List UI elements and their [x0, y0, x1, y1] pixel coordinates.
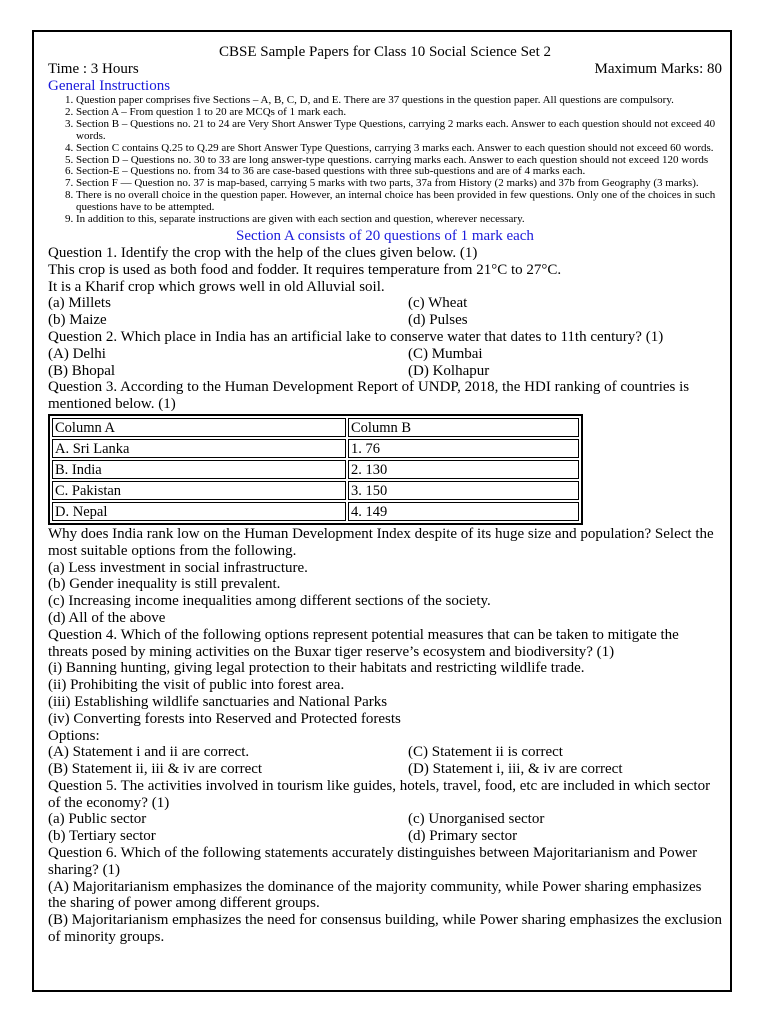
table-row	[52, 481, 579, 500]
option-b: (B) Bhopal	[48, 362, 116, 379]
instruction-item: 4. Section C contains Q.25 to Q.29 are Short Answer Type Questions, carrying 3 marks each. Answer to each question should not exceed 60 words.	[76, 143, 722, 155]
question-1-clue-1: This crop is used as both food and fodder. It requires temperature from 21°C to 27°C.	[48, 261, 562, 278]
page-content	[48, 44, 722, 946]
question-2-text: Question 2. Which place in India has an artificial lake to conserve water that dates to 11th century? (1)	[48, 328, 664, 345]
option-a: (A) Delhi	[48, 345, 106, 362]
option-d: (D) Statement i, iii, & iv are correct	[408, 761, 623, 778]
question-4-options-row-2	[48, 761, 722, 778]
exam-meta	[48, 61, 722, 78]
question-5-options-row-2	[48, 828, 722, 845]
table-header-row	[52, 418, 579, 437]
question-5-text: Question 5. The activities involved in tourism like guides, hotels, travel, food, etc are included in which sector of the economy? (1)	[48, 777, 711, 811]
option-c: (c) Wheat	[408, 295, 468, 312]
option-a: (A) Majoritarianism emphasizes the dominance of the majority community, while Power sharing emphasizes the sharing of power among different groups.	[48, 878, 702, 912]
question-3-followup: Why does India rank low on the Human Development Index despite of its huge size and population? Select the most suitable options from the following.	[48, 525, 714, 559]
maximum-marks: Maximum Marks: 80	[594, 61, 722, 77]
statement-iii: (iii) Establishing wildlife sanctuaries and National Parks	[48, 693, 388, 710]
options-label: Options:	[48, 727, 100, 744]
table-cell: A. Sri Lanka	[52, 439, 346, 458]
question-4-options-row-1	[48, 744, 722, 761]
option-b: (B) Majoritarianism emphasizes the need for consensus building, while Power sharing emphasizes the exclusion of minority groups.	[48, 912, 723, 946]
option-a: (A) Statement i and ii are correct.	[48, 744, 250, 761]
instruction-item: 7. Section F — Question no. 37 is map-based, carrying 5 marks with two parts, 37a from History (2 marks) and 37b from Geography (3 marks).	[76, 178, 722, 190]
question-1-text: Question 1. Identify the crop with the help of the clues given below. (1)	[48, 244, 478, 261]
option-d: (D) Kolhapur	[408, 362, 490, 379]
instructions-list	[48, 95, 722, 226]
question-1-clue-2: It is a Kharif crop which grows well in old Alluvial soil.	[48, 278, 385, 295]
statement-ii: (ii) Prohibiting the visit of public into forest area.	[48, 677, 345, 694]
question-2-options-row-1	[48, 346, 722, 363]
hdi-ranking-table	[48, 414, 583, 525]
statement-iv: (iv) Converting forests into Reserved and Protected forests	[48, 710, 401, 727]
document-page	[32, 30, 732, 992]
instruction-item: 3. Section B – Questions no. 21 to 24 are Very Short Answer Type Questions, carrying 2 marks each. Answer to each question should not exceed 40 words.	[76, 119, 722, 143]
table-row	[52, 460, 579, 479]
table-cell: 3. 150	[348, 481, 579, 500]
question-1-options-row-2	[48, 312, 722, 329]
instruction-item: 2. Section A – From question 1 to 20 are MCQs of 1 mark each.	[76, 107, 722, 119]
instruction-item: 9. In addition to this, separate instructions are given with each section and question, wherever necessary.	[76, 214, 722, 226]
question-2-options-row-2	[48, 363, 722, 380]
option-c: (c) Unorganised sector	[408, 811, 545, 828]
table-cell: 4. 149	[348, 502, 579, 521]
option-c: (c) Increasing income inequalities among different sections of the society.	[48, 593, 491, 610]
instruction-item: 5. Section D – Questions no. 30 to 33 are long answer-type questions. carrying marks each. Answer to each question should not exceed 120 words	[76, 155, 722, 167]
instruction-item: 1. Question paper comprises five Sections – A, B, C, D, and E. There are 37 questions in the question paper. All questions are compulsory.	[76, 95, 722, 107]
option-b: (B) Statement ii, iii & iv are correct	[48, 761, 263, 778]
time-allowed: Time : 3 Hours	[48, 61, 139, 77]
table-cell: C. Pakistan	[52, 481, 346, 500]
option-b: (b) Gender inequality is still prevalent.	[48, 576, 281, 593]
question-5-options-row-1	[48, 811, 722, 828]
page-title: CBSE Sample Papers for Class 10 Social Science Set 2	[218, 44, 552, 60]
option-b: (b) Maize	[48, 312, 107, 329]
statement-i: (i) Banning hunting, giving legal protection to their habitats and restricting wildlife trade.	[48, 660, 585, 677]
option-d: (d) Pulses	[408, 312, 468, 329]
option-a: (a) Public sector	[48, 811, 147, 828]
option-b: (b) Tertiary sector	[48, 828, 156, 845]
table-header-cell: Column A	[52, 418, 346, 437]
option-c: (C) Statement ii is correct	[408, 744, 563, 761]
option-a: (a) Millets	[48, 295, 111, 312]
option-d: (d) All of the above	[48, 609, 166, 626]
question-6-text: Question 6. Which of the following statements accurately distinguishes between Majoritarianism and Power sharing? (1)	[48, 845, 698, 878]
table-cell: 2. 130	[348, 460, 579, 479]
table-row	[52, 502, 579, 521]
table-cell: B. India	[52, 460, 346, 479]
table-row	[52, 439, 579, 458]
table-header-cell: Column B	[348, 418, 579, 437]
instruction-item: 6. Section-E – Questions no. from 34 to 36 are case-based questions with three sub-questions and are of 4 marks each.	[76, 166, 722, 178]
general-instructions-heading: General Instructions	[48, 78, 171, 94]
table-cell: 1. 76	[348, 439, 579, 458]
question-1-options-row-1	[48, 295, 722, 312]
question-4-text: Question 4. Which of the following options represent potential measures that can be taken to mitigate the threats posed by mining activities on the Buxar tiger reserve’s ecosystem and biodiversity? (1)	[48, 626, 679, 660]
instruction-item: 8. There is no overall choice in the question paper. However, an internal choice has been provided in few questions. Only one of the choices in such questions have to be attempted.	[76, 190, 722, 214]
table-cell: D. Nepal	[52, 502, 346, 521]
option-d: (d) Primary sector	[408, 828, 518, 845]
section-a-heading: Section A consists of 20 questions of 1 mark each	[236, 227, 534, 244]
option-c: (C) Mumbai	[408, 345, 483, 362]
question-3-text: Question 3. According to the Human Development Report of UNDP, 2018, the HDI ranking of countries is mentioned below. (1)	[48, 379, 690, 413]
option-a: (a) Less investment in social infrastructure.	[48, 559, 308, 576]
